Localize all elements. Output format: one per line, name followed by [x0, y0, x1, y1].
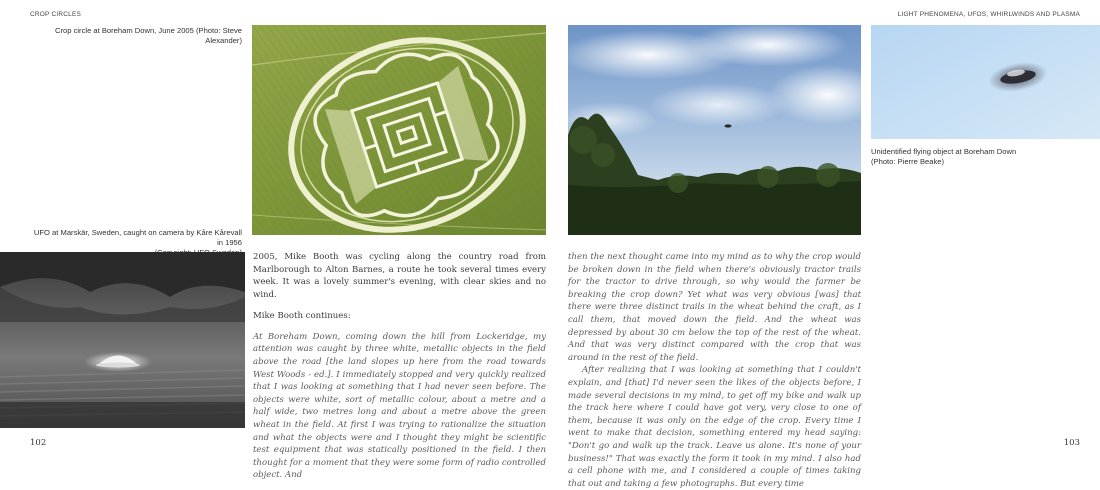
caption-ufo-marskar-line1: UFO at Marskär, Sweden, caught on camera by Kåre Kårevall in 1956 — [33, 228, 242, 247]
caption-boreham-ufo-line1: Unidentified flying object at Boreham Down — [871, 147, 1017, 156]
continues-line: Mike Booth continues: — [253, 310, 351, 321]
caption-boreham-ufo-line2: (Photo: Pierre Beake) — [871, 157, 945, 166]
crop-circle-photo — [252, 25, 546, 235]
boreham-down-sky-photo — [568, 25, 861, 235]
page-number-right: 103 — [1063, 438, 1080, 448]
caption-boreham-ufo — [871, 147, 1091, 167]
right-paragraph-1: then the next thought came into my mind as to why the crop would be broken down in the field when there's obviously tractor trails for the tractor to drive through, so why would the farmer be breaking the crop down? Yet what was very obvious [was] that there were three distinct trails in the wheat behind the craft, as I call them, that moved down the field. And the wheat was depressed by about 30 cm below the top of the rest of the wheat. And that was very distinct compared with the crop that was around in the rest of the field. — [568, 252, 861, 363]
right-body-column — [568, 251, 861, 490]
quote-paragraph: At Boreham Down, coming down the hill from Lockeridge, my attention was caught by three white, metallic objects in the field above the road [the land slopes up here from the road towards West Woods - ed.]. I immediately stopped and very quickly realized that I was looking at something that I had never seen before. The objects were white, sort of metallic colour, about a metre and a half wide, two metres long and about a metre above the green wheat in the field. At first I was trying to rationalize the situation and what the objects were and I thought they might be scientific test equipment that was statically positioned in the field. I then thought for a moment that they were some form of radio controlled object. And — [253, 331, 546, 481]
intro-paragraph: 2005, Mike Booth was cycling along the country road from Marlborough to Alton Barnes, a route he took several times every week. It was a lovely summer's evening, with clear skies and no wind. — [253, 252, 546, 300]
page-number-left: 102 — [30, 438, 47, 448]
ufo-marskar-photo — [0, 252, 245, 428]
running-header-right: LIGHT PHENOMENA, UFOS, WHIRLWINDS AND PLASMA — [897, 11, 1080, 18]
running-header-left: CROP CIRCLES — [30, 11, 82, 18]
right-paragraph-2: After realizing that I was looking at something that I couldn't explain, and [that] I'd never seen the likes of the objects before, I made several decisions in my mind, to get off my bike and walk up the track here where I could have got very, very close to one of them, because it was only on the edge of the crop. Every time I went to make that decision, something entered my head saying: "Don't go and walk up the track. Leave us alone. It's none of your business!" That was exactly the form it took in my mind. I also had a cell phone with me, and I considered a couple of times taking that out and taking a few photographs. But every time — [568, 365, 861, 489]
left-body-column — [253, 251, 546, 482]
ufo-closeup-photo — [871, 25, 1100, 139]
caption-crop-circle: Crop circle at Boreham Down, June 2005 (Photo: Steve Alexander) — [55, 26, 242, 45]
